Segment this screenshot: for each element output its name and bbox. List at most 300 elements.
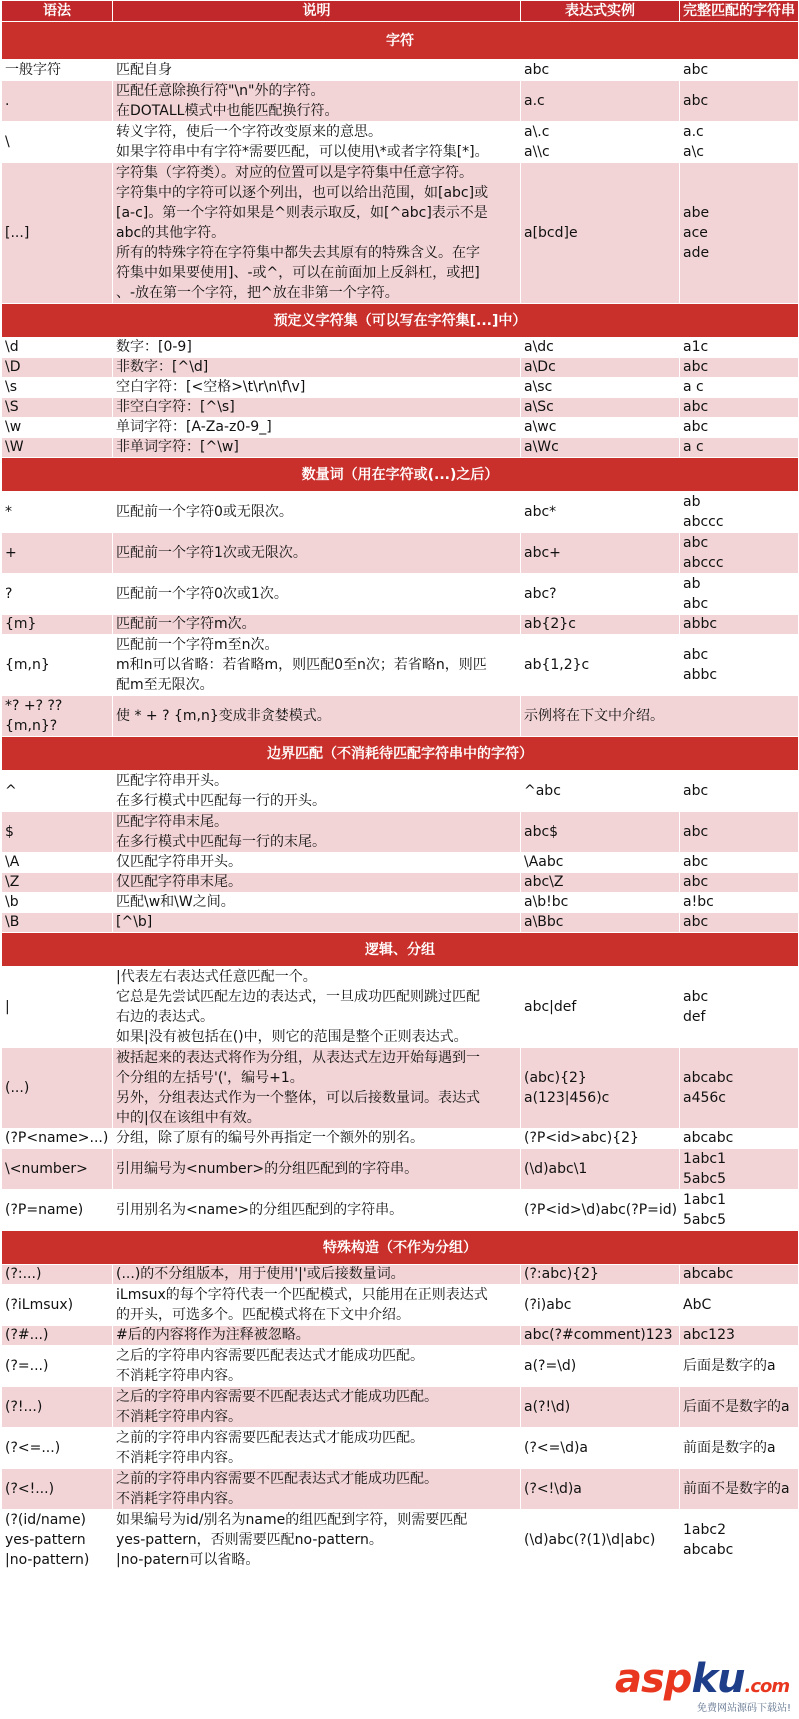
- example-cell: [521, 338, 680, 358]
- description-cell: [113, 418, 521, 438]
- description-line: 、-放在第一个字符，把^放在非第一个字符。: [116, 285, 399, 301]
- match-line: a!bc: [683, 894, 714, 910]
- description-line: 在多行模式中匹配每一行的末尾。: [116, 834, 326, 850]
- description-line: 匹配\w和\W之间。: [116, 894, 235, 910]
- section-header-row: [2, 22, 799, 60]
- table-row: [2, 1428, 799, 1469]
- syntax-cell: [2, 1129, 113, 1149]
- match-cell: [680, 771, 799, 812]
- syntax-line: +: [5, 545, 17, 561]
- example-cell: [521, 615, 680, 635]
- table-row: [2, 122, 799, 163]
- match-line: 5abc5: [683, 1171, 726, 1187]
- example-line: a\wc: [524, 419, 557, 435]
- description-cell: [113, 1387, 521, 1428]
- match-line: 1abc2: [683, 1522, 726, 1538]
- example-cell: [521, 378, 680, 398]
- description-cell: [113, 873, 521, 893]
- table-row: [2, 771, 799, 812]
- example-cell: [521, 873, 680, 893]
- syntax-cell: [2, 60, 113, 81]
- syntax-line: \w: [5, 419, 22, 435]
- match-cell: [680, 1346, 799, 1387]
- header-example: 表达式实例: [521, 1, 680, 22]
- example-line: abc*: [524, 504, 557, 520]
- example-line: abc: [524, 61, 550, 78]
- syntax-line: (?P=name): [5, 1202, 84, 1218]
- description-line: 匹配自身: [116, 61, 172, 78]
- match-line: a c: [683, 379, 704, 395]
- match-cell: [680, 338, 799, 358]
- syntax-cell: [2, 893, 113, 913]
- description-cell: [113, 81, 521, 122]
- syntax-cell: [2, 1469, 113, 1510]
- description-line: 之前的字符串内容需要匹配表达式才能成功匹配。: [116, 1430, 424, 1446]
- syntax-line: |: [5, 999, 10, 1015]
- syntax-line: (?<!...): [5, 1481, 55, 1497]
- description-line: (...)的不分组版本，用于使用'|'或后接数量词。: [116, 1266, 405, 1282]
- syntax-cell: [2, 1149, 113, 1190]
- example-line: a.c: [524, 93, 545, 109]
- example-cell: [521, 163, 680, 304]
- description-line: 数字：[0-9]: [116, 339, 192, 355]
- watermark-logo-text: [615, 1657, 789, 1709]
- description-cell: [113, 696, 521, 737]
- syntax-cell: [2, 1428, 113, 1469]
- example-cell: [521, 1510, 680, 1571]
- match-cell: [680, 853, 799, 873]
- example-cell: [521, 1265, 680, 1285]
- syntax-cell: [2, 1326, 113, 1346]
- example-line: \Aabc: [524, 854, 564, 870]
- description-cell: [113, 771, 521, 812]
- syntax-cell: [2, 913, 113, 933]
- match-line: abbc: [683, 616, 718, 632]
- description-cell: [113, 893, 521, 913]
- match-line: abcabc: [683, 1266, 734, 1282]
- description-line: 之后的字符串内容需要匹配表达式才能成功匹配。: [116, 1348, 424, 1364]
- section-header-row: [2, 304, 799, 338]
- table-row: [2, 1346, 799, 1387]
- table-row: [2, 913, 799, 933]
- match-cell: [680, 81, 799, 122]
- match-line: abc: [683, 419, 709, 435]
- example-cell: [521, 1129, 680, 1149]
- description-line: 如果字符串中有字符*需要匹配，可以使用\*或者字符集[*]。: [116, 144, 489, 160]
- description-cell: [113, 122, 521, 163]
- description-cell: [113, 1129, 521, 1149]
- syntax-cell: [2, 574, 113, 615]
- description-line: 在多行模式中匹配每一行的开头。: [116, 793, 326, 809]
- description-cell: [113, 338, 521, 358]
- match-line: 后面是数字的a: [683, 1358, 776, 1374]
- syntax-line: \Z: [5, 874, 20, 890]
- syntax-cell: [2, 635, 113, 696]
- match-cell: [680, 1048, 799, 1129]
- example-line: ab{1,2}c: [524, 657, 590, 673]
- example-line: a\Dc: [524, 359, 556, 375]
- description-line: 匹配任意除换行符"\n"外的字符。: [116, 83, 325, 99]
- match-line: a.c: [683, 124, 704, 140]
- match-line: abc: [683, 824, 709, 840]
- match-line: abc: [683, 647, 709, 663]
- description-line: 仅匹配字符串开头。: [116, 854, 242, 870]
- match-cell: [680, 913, 799, 933]
- syntax-line: {m}: [5, 616, 37, 632]
- syntax-line: \b: [5, 894, 19, 910]
- syntax-cell: [2, 873, 113, 893]
- example-line: (\d)abc\1: [524, 1161, 588, 1177]
- table-row: [2, 60, 799, 81]
- syntax-cell: [2, 1285, 113, 1326]
- description-cell: [113, 358, 521, 378]
- syntax-cell: [2, 358, 113, 378]
- section-title: 逻辑、分组: [2, 933, 799, 967]
- table-row: [2, 1190, 799, 1231]
- syntax-line: \: [5, 134, 10, 150]
- match-line: abc: [683, 61, 709, 78]
- description-line: 匹配前一个字符0次或1次。: [116, 586, 288, 602]
- table-row: [2, 1469, 799, 1510]
- table-row: [2, 873, 799, 893]
- syntax-line: |no-pattern): [5, 1552, 90, 1568]
- example-line: (?P<id>\d)abc(?P=id): [524, 1202, 678, 1218]
- example-line: ^abc: [524, 783, 561, 799]
- match-line: a456c: [683, 1090, 726, 1106]
- example-cell: [521, 438, 680, 458]
- syntax-line: \D: [5, 359, 21, 375]
- syntax-line: .: [5, 93, 10, 109]
- match-line: abc: [683, 399, 709, 415]
- table-row: [2, 1285, 799, 1326]
- syntax-line: ?: [5, 586, 13, 602]
- example-line: 示例将在下文中介绍。: [524, 708, 664, 724]
- description-line: 转义字符，使后一个字符改变原来的意思。: [116, 124, 382, 140]
- example-line: a(?=\d): [524, 1358, 577, 1374]
- example-cell: [521, 492, 680, 533]
- match-line: 前面不是数字的a: [683, 1481, 790, 1497]
- syntax-line: (?P<name>...): [5, 1130, 109, 1146]
- description-line: 匹配字符串末尾。: [116, 814, 228, 830]
- table-row: [2, 81, 799, 122]
- match-cell: [680, 893, 799, 913]
- description-line: 个分组的左括号'('，编号+1。: [116, 1070, 304, 1086]
- syntax-cell: [2, 338, 113, 358]
- description-line: 不消耗字符串内容。: [116, 1409, 242, 1425]
- example-cell: [521, 1048, 680, 1129]
- match-cell: [680, 122, 799, 163]
- match-cell: [680, 574, 799, 615]
- syntax-line: (?#...): [5, 1327, 49, 1343]
- description-line: 字符集（字符类）。对应的位置可以是字符集中任意字符。: [116, 165, 473, 181]
- description-line: 非单词字符：[^\w]: [116, 439, 239, 455]
- description-cell: [113, 378, 521, 398]
- example-cell: [521, 533, 680, 574]
- syntax-line: $: [5, 824, 14, 840]
- description-line: 引用编号为<number>的分组匹配到的字符串。: [116, 1161, 419, 1177]
- description-line: 分组，除了原有的编号外再指定一个额外的别名。: [116, 1130, 424, 1146]
- syntax-line: \B: [5, 914, 20, 930]
- match-line: abc: [683, 854, 709, 870]
- match-cell: [680, 635, 799, 696]
- match-line: abc: [683, 596, 709, 612]
- syntax-line: (?!...): [5, 1399, 43, 1415]
- syntax-line: \S: [5, 399, 19, 415]
- table-row: [2, 1510, 799, 1571]
- match-line: abc: [683, 359, 709, 375]
- description-line: 如果编号为id/别名为name的组匹配到字符，则需要匹配: [116, 1512, 468, 1528]
- match-line: abc: [683, 93, 709, 109]
- table-row: [2, 418, 799, 438]
- example-cell: [521, 696, 799, 737]
- table-row: [2, 358, 799, 378]
- example-line: abc\Z: [524, 874, 564, 890]
- example-line: abc|def: [524, 999, 577, 1015]
- syntax-cell: [2, 771, 113, 812]
- example-cell: [521, 1149, 680, 1190]
- table-row: [2, 893, 799, 913]
- example-cell: [521, 1346, 680, 1387]
- description-line: 之后的字符串内容需要不匹配表达式才能成功匹配。: [116, 1389, 438, 1405]
- table-row: [2, 574, 799, 615]
- description-line: |代表左右表达式任意匹配一个。: [116, 969, 317, 985]
- watermark-tagline: 免费网站源码下载站!: [696, 1703, 791, 1714]
- description-line: 非空白字符：[^\s]: [116, 399, 235, 415]
- syntax-line: {m,n}: [5, 657, 50, 673]
- description-cell: [113, 492, 521, 533]
- example-cell: [521, 893, 680, 913]
- match-line: 后面不是数字的a: [683, 1399, 790, 1415]
- example-line: a[bcd]e: [524, 225, 578, 241]
- description-cell: [113, 163, 521, 304]
- match-line: ade: [683, 245, 710, 261]
- example-line: a\Bbc: [524, 914, 564, 930]
- syntax-cell: [2, 615, 113, 635]
- description-line: 字符集中的字符可以逐个列出，也可以给出范围，如[abc]或: [116, 185, 489, 201]
- syntax-cell: [2, 398, 113, 418]
- match-cell: [680, 1510, 799, 1571]
- description-line: 匹配前一个字符1次或无限次。: [116, 545, 307, 561]
- example-cell: [521, 913, 680, 933]
- example-cell: [521, 1387, 680, 1428]
- description-line: 匹配前一个字符0或无限次。: [116, 504, 293, 520]
- section-title: 预定义字符集（可以写在字符集[...]中）: [2, 304, 799, 338]
- match-cell: [680, 378, 799, 398]
- match-cell: [680, 1265, 799, 1285]
- syntax-cell: [2, 853, 113, 873]
- match-cell: [680, 615, 799, 635]
- section-title: 字符: [2, 22, 799, 60]
- syntax-line: {m,n}?: [5, 718, 58, 734]
- example-line: abc$: [524, 824, 559, 840]
- match-cell: [680, 1469, 799, 1510]
- syntax-cell: [2, 438, 113, 458]
- syntax-cell: [2, 533, 113, 574]
- match-line: abc: [683, 874, 709, 890]
- description-line: 引用别名为<name>的分组匹配到的字符串。: [116, 1202, 404, 1218]
- description-line: 非数字：[^\d]: [116, 359, 209, 375]
- table-row: [2, 1048, 799, 1129]
- match-line: 1abc1: [683, 1192, 726, 1208]
- description-line: 不消耗字符串内容。: [116, 1368, 242, 1384]
- table-body: [2, 22, 799, 1571]
- watermark-logo-left: asp: [615, 1656, 692, 1702]
- description-line: 匹配字符串开头。: [116, 773, 228, 789]
- description-cell: [113, 398, 521, 418]
- description-line: 被括起来的表达式将作为分组，从表达式左边开始每遇到一: [116, 1050, 480, 1066]
- match-line: ab: [683, 576, 701, 592]
- table-row: [2, 438, 799, 458]
- match-cell: [680, 438, 799, 458]
- description-line: 的开头，可选多个。匹配模式将在下文中介绍。: [116, 1307, 410, 1323]
- example-cell: [521, 574, 680, 615]
- description-line: [a-c]。第一个字符如果是^则表示取反，如[^abc]表示不是: [116, 205, 488, 221]
- example-line: a(123|456)c: [524, 1090, 610, 1106]
- table-row: [2, 635, 799, 696]
- description-line: 另外，分组表达式作为一个整体，可以后接数量词。表达式: [116, 1090, 480, 1106]
- match-cell: [680, 60, 799, 81]
- syntax-line: *? +? ??: [5, 698, 63, 714]
- header-full-match: 完整匹配的字符串: [680, 1, 799, 22]
- match-line: 1abc1: [683, 1151, 726, 1167]
- syntax-line: (?=...): [5, 1358, 49, 1374]
- description-line: 在DOTALL模式中也能匹配换行符。: [116, 103, 339, 119]
- description-cell: [113, 1510, 521, 1571]
- example-line: a\\c: [524, 144, 550, 160]
- table-row: [2, 696, 799, 737]
- syntax-line: (?:...): [5, 1266, 42, 1282]
- description-cell: [113, 635, 521, 696]
- description-line: 中的|仅在该组中有效。: [116, 1110, 261, 1126]
- description-cell: [113, 853, 521, 873]
- example-cell: [521, 967, 680, 1048]
- match-cell: [680, 533, 799, 574]
- description-line: 它总是先尝试匹配左边的表达式，一旦成功匹配则跳过匹配: [116, 989, 480, 1005]
- match-line: abc: [683, 989, 709, 1005]
- match-line: abc: [683, 783, 709, 799]
- match-cell: [680, 358, 799, 378]
- syntax-cell: [2, 1510, 113, 1571]
- syntax-line: \A: [5, 854, 20, 870]
- description-cell: [113, 967, 521, 1048]
- example-line: (?<=\d)a: [524, 1440, 588, 1456]
- match-line: abc: [683, 535, 709, 551]
- section-title: 边界匹配（不消耗待匹配字符串中的字符）: [2, 737, 799, 771]
- table-row: [2, 967, 799, 1048]
- description-cell: [113, 533, 521, 574]
- example-cell: [521, 1190, 680, 1231]
- syntax-line: \<number>: [5, 1161, 88, 1177]
- syntax-cell: [2, 418, 113, 438]
- match-line: abcabc: [683, 1070, 734, 1086]
- example-line: (abc){2}: [524, 1070, 587, 1086]
- table-row: [2, 1129, 799, 1149]
- syntax-line: \s: [5, 379, 18, 395]
- match-cell: [680, 812, 799, 853]
- syntax-line: [...]: [5, 225, 30, 241]
- syntax-line: (?<=...): [5, 1440, 61, 1456]
- table-row: [2, 853, 799, 873]
- match-line: abbc: [683, 667, 718, 683]
- regex-syntax-table: [1, 0, 799, 1571]
- example-cell: [521, 1428, 680, 1469]
- match-cell: [680, 163, 799, 304]
- description-line: 匹配前一个字符m至n次。: [116, 637, 279, 653]
- syntax-line: (?iLmsux): [5, 1297, 74, 1313]
- match-cell: [680, 1428, 799, 1469]
- match-line: abc: [683, 914, 709, 930]
- description-cell: [113, 913, 521, 933]
- description-cell: [113, 1265, 521, 1285]
- description-cell: [113, 1469, 521, 1510]
- syntax-cell: [2, 163, 113, 304]
- table-row: [2, 812, 799, 853]
- section-title: 数量词（用在字符或(...)之后）: [2, 458, 799, 492]
- example-line: a\Wc: [524, 439, 559, 455]
- description-cell: [113, 1149, 521, 1190]
- match-cell: [680, 1129, 799, 1149]
- header-description: 说明: [113, 1, 521, 22]
- table-row: [2, 378, 799, 398]
- table-row: [2, 533, 799, 574]
- syntax-cell: [2, 1265, 113, 1285]
- watermark-logo: [615, 1657, 793, 1715]
- example-line: (?<!\d)a: [524, 1481, 582, 1497]
- match-line: abc123: [683, 1327, 735, 1343]
- match-cell: [680, 1387, 799, 1428]
- example-line: a(?!\d): [524, 1399, 571, 1415]
- match-line: 前面是数字的a: [683, 1440, 776, 1456]
- syntax-cell: [2, 492, 113, 533]
- example-cell: [521, 853, 680, 873]
- match-cell: [680, 492, 799, 533]
- description-line: m和n可以省略：若省略m，则匹配0至n次；若省略n，则匹: [116, 657, 487, 673]
- description-line: |no-patern可以省略。: [116, 1552, 260, 1568]
- example-cell: [521, 1326, 680, 1346]
- description-cell: [113, 1326, 521, 1346]
- watermark-logo-tld: .com: [744, 1676, 790, 1697]
- description-cell: [113, 1190, 521, 1231]
- description-line: #后的内容将作为注释被忽略。: [116, 1327, 310, 1343]
- description-line: 空白字符：[<空格>\t\r\n\f\v]: [116, 379, 306, 395]
- match-line: abe: [683, 205, 710, 221]
- syntax-line: \W: [5, 439, 24, 455]
- syntax-cell: [2, 1048, 113, 1129]
- description-line: 配m至无限次。: [116, 677, 214, 693]
- example-cell: [521, 1469, 680, 1510]
- example-cell: [521, 771, 680, 812]
- table-row: [2, 398, 799, 418]
- description-cell: [113, 1346, 521, 1387]
- match-line: ace: [683, 225, 708, 241]
- description-line: 匹配前一个字符m次。: [116, 616, 256, 632]
- match-line: a\c: [683, 144, 704, 160]
- section-header-row: [2, 1231, 799, 1265]
- section-header-row: [2, 737, 799, 771]
- example-cell: [521, 398, 680, 418]
- match-cell: [680, 967, 799, 1048]
- description-line: 之前的字符串内容需要不匹配表达式才能成功匹配。: [116, 1471, 438, 1487]
- example-line: a\.c: [524, 124, 550, 140]
- table-row: [2, 1387, 799, 1428]
- match-cell: [680, 1190, 799, 1231]
- match-line: def: [683, 1009, 706, 1025]
- example-cell: [521, 635, 680, 696]
- match-line: a1c: [683, 339, 709, 355]
- example-cell: [521, 60, 680, 81]
- description-line: 仅匹配字符串末尾。: [116, 874, 242, 890]
- example-line: abc(?#comment)123: [524, 1327, 673, 1343]
